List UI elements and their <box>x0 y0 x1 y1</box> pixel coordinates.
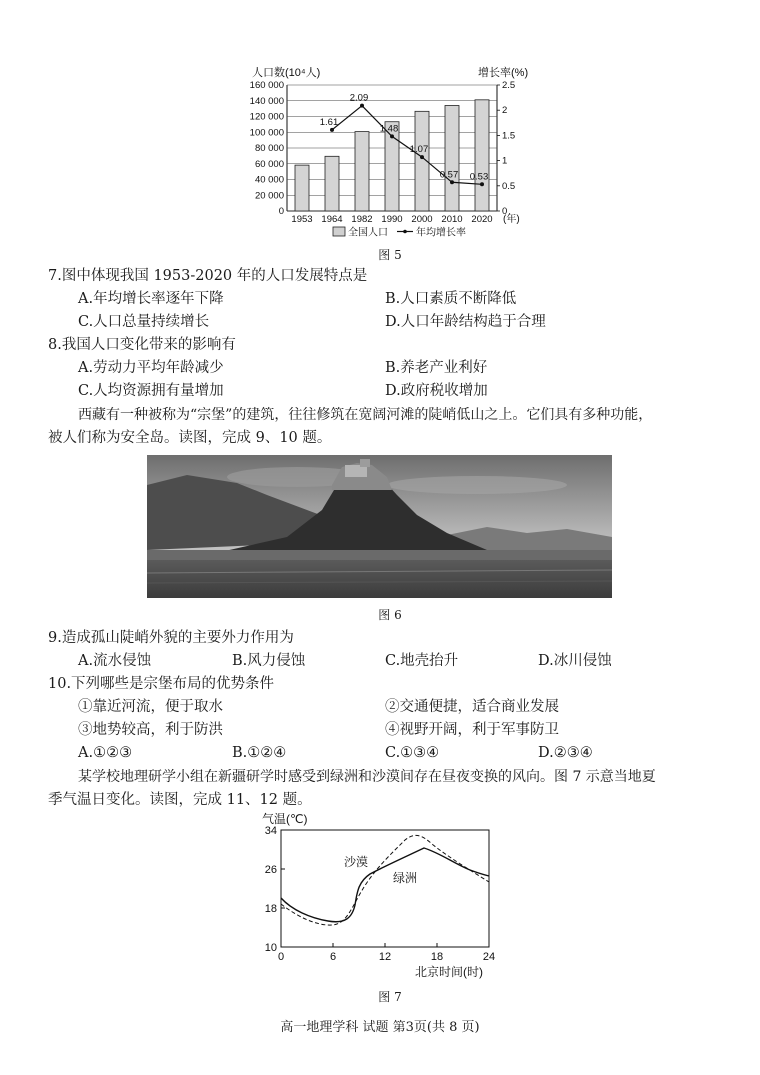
right-axis-label: 增长率(%) <box>478 67 529 79</box>
growth-rate-point <box>390 134 394 138</box>
y-axis-label: 气温(℃) <box>262 812 308 826</box>
growth-rate-point <box>420 155 424 159</box>
growth-rate-label: 0.53 <box>469 171 489 183</box>
y-tick-label: 10 <box>264 942 277 954</box>
right-tick-label: 1 <box>502 155 508 167</box>
intro-9-10-line2: 被人们称为安全岛。读图，完成 9、10 题。 <box>48 430 332 446</box>
legend-bar-swatch <box>333 227 345 236</box>
growth-rate-label: 2.09 <box>349 92 369 104</box>
year-tick-label: 1990 <box>381 214 403 225</box>
q10-item-3: ③地势较高，利于防洪 <box>78 722 223 738</box>
intro-11-12-line1: 某学校地理研学小组在新疆研学时感受到绿洲和沙漠间存在昼夜变换的风向。图 7 示意当地夏 <box>78 769 656 785</box>
q10-option-d: D.②③④ <box>538 745 593 761</box>
q7-option-a: A.年均增长率逐年下降 <box>78 291 224 307</box>
y-tick-label: 34 <box>264 825 277 837</box>
population-bar <box>355 132 369 211</box>
legend-bar-label: 全国人口 <box>348 227 388 239</box>
q10-option-b: B.①②④ <box>232 745 287 761</box>
right-tick-label: 0 <box>502 206 508 217</box>
q10-item-1: ①靠近河流，便于取水 <box>78 699 223 715</box>
q9-option-b: B.风力侵蚀 <box>232 653 306 669</box>
year-tick-label: 1964 <box>321 214 343 225</box>
growth-rate-label: 1.61 <box>319 116 339 128</box>
q9-option-c: C.地壳抬升 <box>385 653 459 669</box>
q8-option-b: B.养老产业利好 <box>385 360 488 376</box>
population-bar <box>295 165 309 211</box>
left-tick-label: 20 000 <box>254 190 284 202</box>
left-tick-label: 120 000 <box>249 111 284 123</box>
year-tick-label: 2000 <box>411 214 433 225</box>
q7-option-d: D.人口年龄结构趋于合理 <box>385 314 546 330</box>
right-tick-label: 0.5 <box>502 180 516 192</box>
page-footer: 高一地理学科 试题 第3页(共 8 页) <box>280 1020 480 1035</box>
left-tick-label: 40 000 <box>254 174 284 186</box>
q7-option-b: B.人口素质不断降低 <box>385 291 517 307</box>
right-tick-label: 2.5 <box>502 80 516 91</box>
intro-9-10-line1: 西藏有一种被称为“宗堡”的建筑，往往修筑在宽阔河滩的陡峭低山之上。它们具有多种功能， <box>78 407 653 423</box>
dzong-photo <box>147 455 612 598</box>
figure-6-caption: 图 6 <box>378 608 402 622</box>
desert-curve <box>281 835 489 925</box>
q10-item-2: ②交通便捷，适合商业发展 <box>385 699 559 715</box>
q8-option-a: A.劳动力平均年龄减少 <box>78 360 224 376</box>
left-tick-label: 60 000 <box>254 158 284 170</box>
left-tick-label: 100 000 <box>249 127 284 139</box>
growth-rate-line <box>332 106 482 185</box>
left-axis-label: 人口数(10⁴人) <box>252 67 321 79</box>
oasis-curve <box>281 848 489 922</box>
oasis-label: 绿洲 <box>393 871 418 885</box>
q7-option-c: C.人口总量持续增长 <box>78 314 210 330</box>
year-tick-label: 1953 <box>291 214 313 225</box>
x-tick-label: 0 <box>277 951 285 963</box>
growth-rate-label: 1.48 <box>379 123 399 135</box>
q10-option-c: C.①③④ <box>385 745 440 761</box>
right-tick-label: 1.5 <box>502 130 516 142</box>
right-tick-label: 2 <box>502 105 508 117</box>
x-unit-label: (年) <box>503 214 520 225</box>
growth-rate-point <box>360 104 364 108</box>
desert-label: 沙漠 <box>344 855 369 869</box>
population-bar <box>445 105 459 211</box>
temperature-chart <box>250 808 510 980</box>
x-tick-label: 18 <box>430 951 444 963</box>
q9-option-a: A.流水侵蚀 <box>78 653 152 669</box>
left-tick-label: 160 000 <box>249 80 284 91</box>
q10-option-a: A.①②③ <box>78 745 133 761</box>
q9-stem: 9.造成孤山陡峭外貌的主要外力作用为 <box>48 630 294 646</box>
q8-option-c: C.人均资源拥有量增加 <box>78 383 224 399</box>
legend-line-marker <box>403 230 407 234</box>
plot-frame <box>281 830 489 947</box>
x-tick-label: 12 <box>378 951 392 963</box>
figure-5-caption: 图 5 <box>378 248 402 262</box>
q10-stem: 10.下列哪些是宗堡布局的优势条件 <box>48 676 275 692</box>
q10-item-4: ④视野开阔，利于军事防卫 <box>385 722 559 738</box>
year-tick-label: 2020 <box>471 214 493 225</box>
growth-rate-point <box>480 182 484 186</box>
x-tick-label: 6 <box>329 951 337 963</box>
x-axis-label: 北京时间(时) <box>415 965 483 979</box>
q8-stem: 8.我国人口变化带来的影响有 <box>48 337 236 353</box>
year-tick-label: 2010 <box>441 214 463 225</box>
population-bar <box>475 100 489 211</box>
q8-option-d: D.政府税收增加 <box>385 383 488 399</box>
population-chart <box>240 62 530 242</box>
legend-line-label: 年均增长率 <box>416 227 466 239</box>
growth-rate-point <box>330 128 334 132</box>
q7-stem: 7.图中体现我国 1953-2020 年的人口发展特点是 <box>48 268 368 284</box>
left-tick-label: 0 <box>278 206 284 217</box>
population-bar <box>325 156 339 211</box>
q9-option-d: D.冰川侵蚀 <box>538 653 612 669</box>
growth-rate-point <box>450 180 454 184</box>
figure-7-caption: 图 7 <box>378 990 402 1004</box>
growth-rate-label: 1.07 <box>409 144 429 156</box>
x-tick-label: 24 <box>482 951 496 963</box>
year-tick-label: 1982 <box>351 214 373 225</box>
y-tick-label: 26 <box>264 864 277 876</box>
y-tick-label: 18 <box>264 903 277 915</box>
intro-11-12-line2: 季气温日变化。读图，完成 11、12 题。 <box>48 792 312 808</box>
left-tick-label: 140 000 <box>249 95 284 107</box>
left-tick-label: 80 000 <box>254 143 284 154</box>
growth-rate-label: 0.57 <box>439 169 459 181</box>
